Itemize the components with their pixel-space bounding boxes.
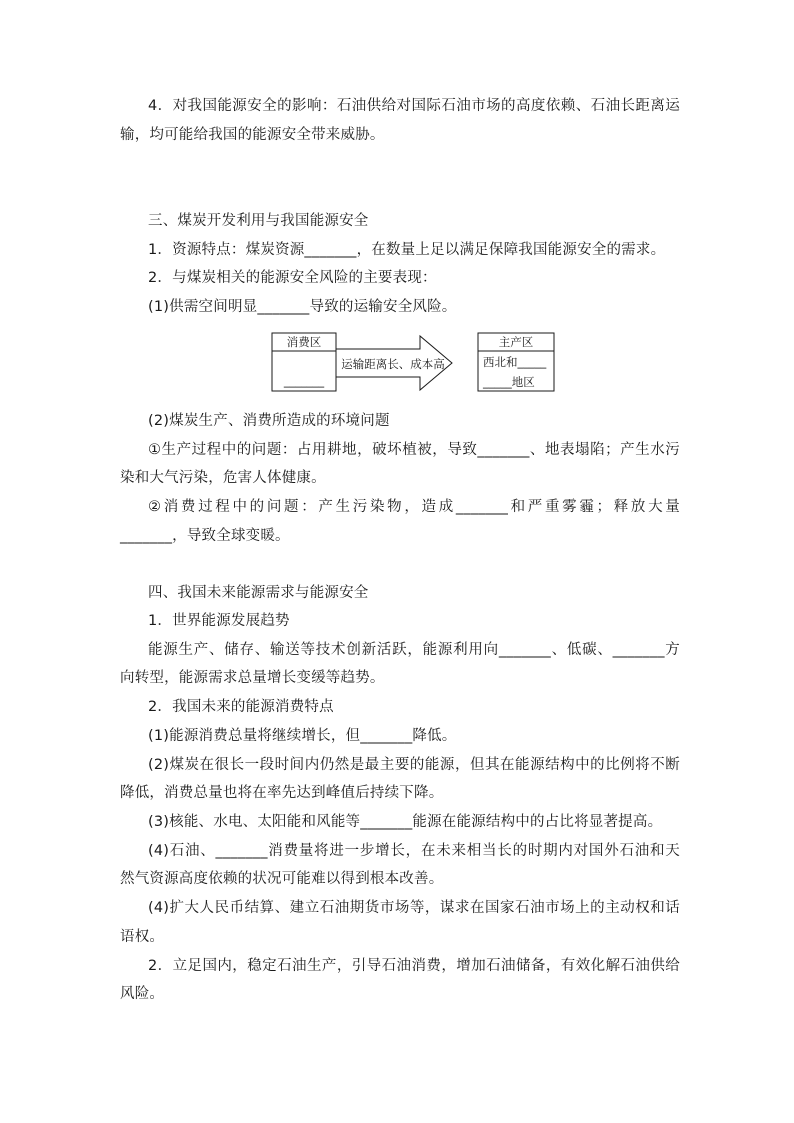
paragraph-line: ①生产过程中的问题：占用耕地，破坏植被，导致_______、地表塌陷；产生水污 [148, 442, 680, 458]
paragraph-line: (1)能源消费总量将继续增长，但_______降低。 [148, 728, 457, 744]
paragraph-line: 向转型，能源需求总量增长变缓等趋势。 [120, 670, 385, 686]
paragraph-line: (2)煤炭在很长一段时间内仍然是最主要的能源，但其在能源结构中的比例将不断 [148, 757, 680, 773]
paragraph-line: 1．世界能源发展趋势 [148, 613, 290, 629]
paragraph-line: 4．对我国能源安全的影响：石油供给对国际石油市场的高度依赖、石油长距离运 [148, 98, 680, 114]
paragraph-line: 2．立足国内，稳定石油生产，引导石油消费，增加石油储备，有效化解石油供给 [148, 958, 680, 974]
paragraph-line: 2．我国未来的能源消费特点 [148, 699, 334, 715]
paragraph-line: 染和大气污染，危害人体健康。 [120, 470, 326, 486]
paragraph-line: 能源生产、储存、输送等技术创新活跃，能源利用向_______、低碳、_______方 [148, 642, 680, 658]
producer-line1: 西北和_____ [483, 355, 547, 369]
paragraph-line: (4)石油、_______消费量将进一步增长，在未来相当长的时期内对国外石油和天 [148, 843, 680, 859]
producer-line2: _____地区 [483, 375, 535, 389]
paragraph-line: 降低，消费总量也将在率先达到峰值后持续下降。 [120, 785, 444, 801]
consumer-title: 消费区 [286, 335, 322, 349]
paragraph-line: (3)核能、水电、太阳能和风能等_______能源在能源结构中的占比将显著提高。 [148, 814, 663, 830]
consumer-blank: _______ [283, 374, 325, 388]
paragraph-line: 1．资源特点：煤炭资源_______，在数量上足以满足保障我国能源安全的需求。 [148, 242, 666, 258]
producer-title: 主产区 [498, 335, 534, 349]
section-heading: 三、煤炭开发利用与我国能源安全 [148, 213, 369, 229]
paragraph-line: _______，导致全球变暖。 [120, 528, 290, 544]
paragraph-line: 2．与煤炭相关的能源安全风险的主要表现： [148, 270, 437, 286]
paragraph-line: 语权。 [120, 929, 165, 945]
paragraph-line: (1)供需空间明显_______导致的运输安全风险。 [148, 299, 457, 315]
arrow-label: 运输距离长、成本高 [341, 357, 445, 371]
paragraph-line: 输，均可能给我国的能源安全带来威胁。 [120, 127, 385, 143]
paragraph-line: ②消费过程中的问题：产生污染物，造成_______和严重雾霾；释放大量 [148, 499, 680, 515]
paragraph-line: (2)煤炭生产、消费所造成的环境问题 [148, 413, 390, 429]
paragraph-line: 风险。 [120, 986, 165, 1002]
section-heading: 四、我国未来能源需求与能源安全 [148, 585, 369, 601]
paragraph-line: (4)扩大人民币结算、建立石油期货市场等，谋求在国家石油市场上的主动权和话 [148, 900, 680, 916]
paragraph-line: 然气资源高度依赖的状况可能难以得到根本改善。 [120, 871, 444, 887]
transport-diagram [270, 332, 556, 392]
